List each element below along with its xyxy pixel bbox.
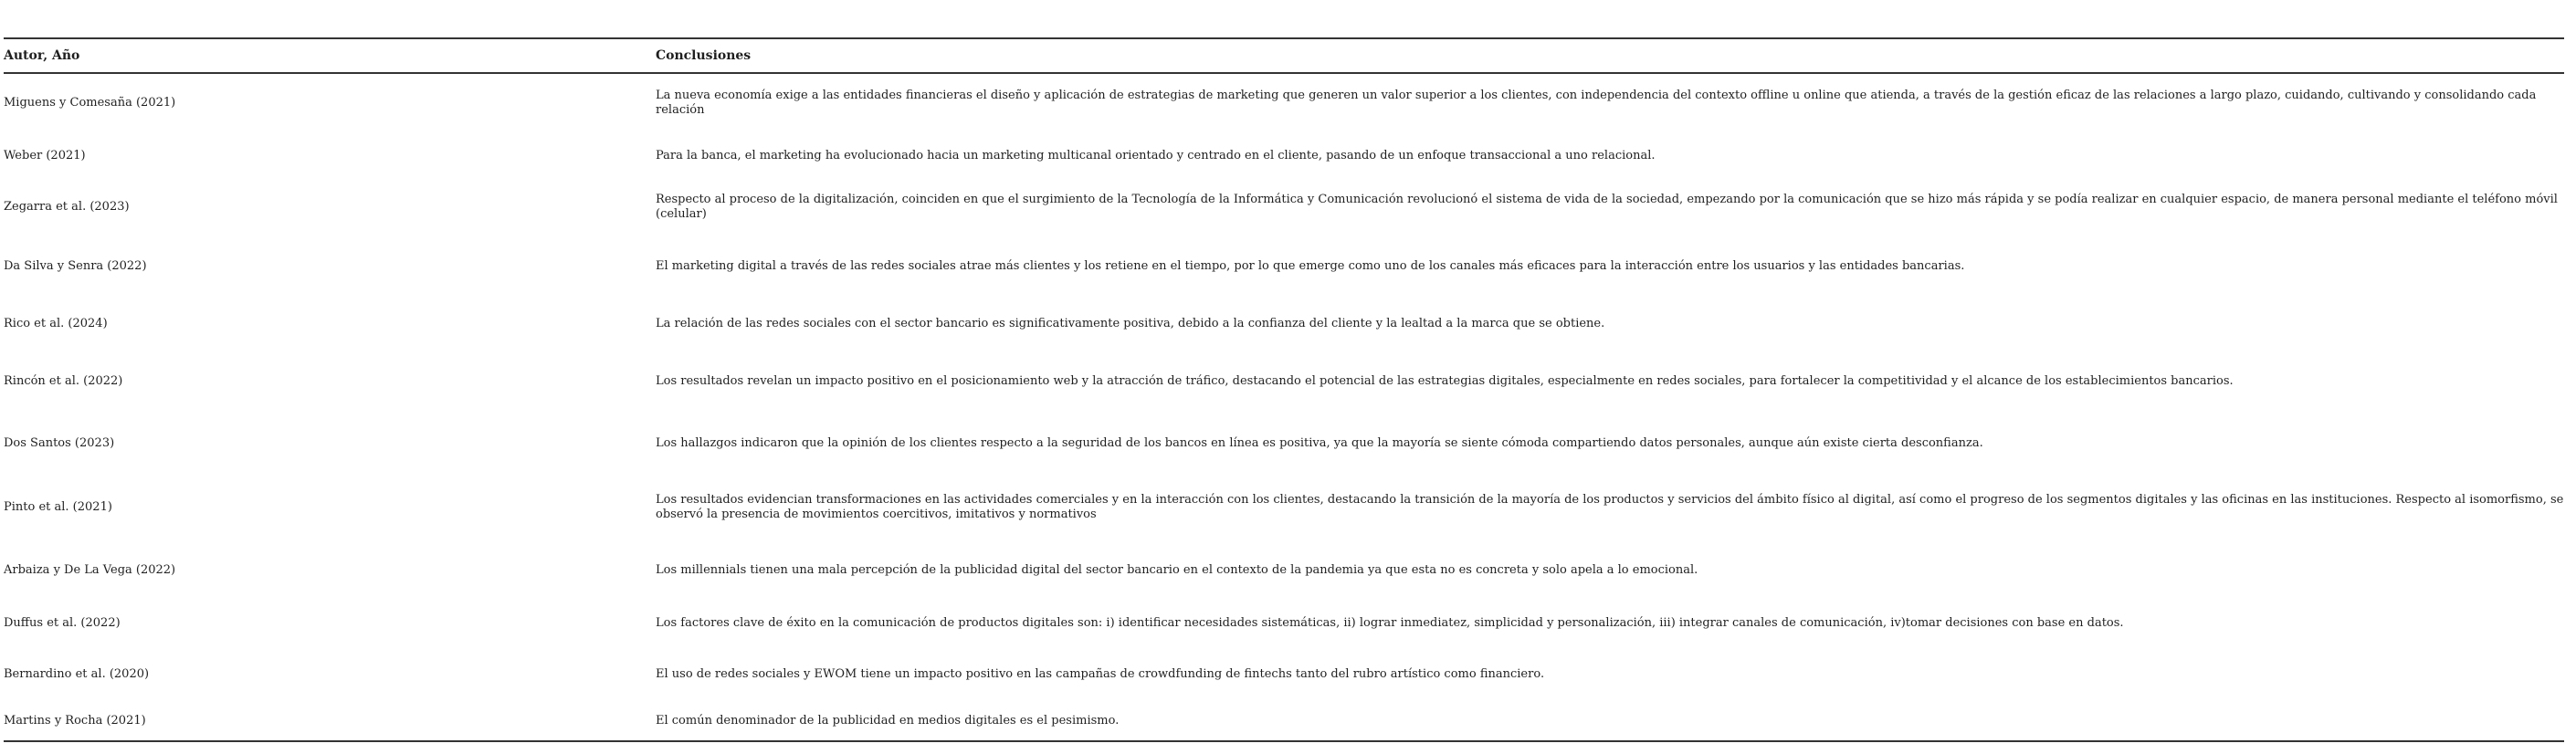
table-row [4,541,2564,600]
header-row [4,38,2564,73]
cell-conclusion: El uso de redes sociales y EWOM tiene un impacto positivo en las campañas de crowdfunding de fintechs tanto del rubro artístico como financiero. [656,667,1545,681]
cell-author: Arbaiza y De La Vega (2022) [4,563,176,577]
cell-conclusion: Para la banca, el marketing ha evolucionado hacia un marketing multicanal orientado y centrado en el cliente, pasando de un enfoque transaccional a uno relacional. [656,149,1656,162]
cell-author: Rincón et al. (2022) [4,374,123,388]
cell-conclusion: Respecto al proceso de la digitalización, coinciden en que el surgimiento de la Tecnología de la Informática y Comunicación revolucionó el sistema de vida de la sociedad, empezando por la comunicación que se hizo más rápida y se podía realizar en cualquier espacio, de manera personal mediante el teléfono móvil (celular) [656,193,2558,221]
cell-conclusion: Los resultados evidencian transformaciones en las actividades comerciales y en la interacción con los clientes, destacando la transición de la mayoría de los productos y servicios del ámbito físico al digital, así como el progreso de los segmentos digitales y las oficinas en las instituciones. Respecto al isomorfismo, se observó la presencia de movimientos coercitivos, imitativos y normativos [656,493,2564,521]
table-row [4,180,2564,235]
cell-author: Martins y Rocha (2021) [4,714,146,728]
cell-conclusion: La relación de las redes sociales con el sector bancario es significativamente positiva, debido a la confianza del cliente y la lealtad a la marca que se obtiene. [656,317,1605,330]
cell-conclusion: Los hallazgos indicaron que la opinión de los clientes respecto a la seguridad de los bancos en línea es positiva, ya que la mayoría se siente cómoda compartiendo datos personales, aunque aún existe cierta desconfianza. [656,436,1983,450]
cell-author: Bernardino et al. (2020) [4,667,150,681]
table-body [4,73,2564,741]
literature-review-table [4,37,2564,742]
cell-conclusion: El común denominador de la publicidad en medios digitales es el pesimismo. [656,714,1120,728]
cell-conclusion: Los resultados revelan un impacto positivo en el posicionamiento web y la atracción de tráfico, destacando el potencial de las estrategias digitales, especialmente en redes sociales, para fortalecer la competitividad y el alcance de los establecimientos bancarios. [656,374,2234,388]
header-author: Autor, Año [4,48,80,63]
conclusions-table [4,37,2564,742]
cell-conclusion: La nueva economía exige a las entidades financieras el diseño y aplicación de estrategias de marketing que generen un valor superior a los clientes, con independencia del contexto offline u online que atienda, a través de la gestión eficaz de las relaciones a largo plazo, cuidando, cultivando y consolidando cada relación [656,89,2537,117]
cell-conclusion: El marketing digital a través de las redes sociales atrae más clientes y los retiene en el tiempo, por lo que emerge como uno de los canales más eficaces para la interacción entre los usuarios y las entidades bancarias. [656,259,1965,273]
cell-author: Duffus et al. (2022) [4,616,121,630]
cell-author: Dos Santos (2023) [4,436,115,450]
cell-conclusion: Los millennials tienen una mala percepción de la publicidad digital del sector bancario en el contexto de la pandemia ya que esta no es concreta y solo apela a lo emocional. [656,563,1698,577]
cell-author: Da Silva y Senra (2022) [4,259,147,273]
cell-author: Pinto et al. (2021) [4,500,112,514]
table-row [4,73,2564,132]
table-row [4,132,2564,180]
table-row [4,702,2564,741]
table-row [4,298,2564,350]
table-row [4,235,2564,298]
header-conclusions: Conclusiones [656,48,752,63]
cell-conclusion: Los factores clave de éxito en la comunicación de productos digitales son: i) identificar necesidades sistemáticas, ii) lograr inmediatez, simplicidad y personalización, iii) integrar canales de comunicación, iv)tomar decisiones con base en datos. [656,616,2124,630]
table-row [4,647,2564,702]
cell-author: Miguens y Comesaña (2021) [4,96,176,110]
table-row [4,350,2564,414]
cell-author: Rico et al. (2024) [4,317,108,330]
table-row [4,414,2564,474]
cell-author: Weber (2021) [4,149,86,162]
cell-author: Zegarra et al. (2023) [4,200,130,214]
table-row [4,600,2564,647]
table-header [4,38,2564,73]
table-row [4,474,2564,541]
